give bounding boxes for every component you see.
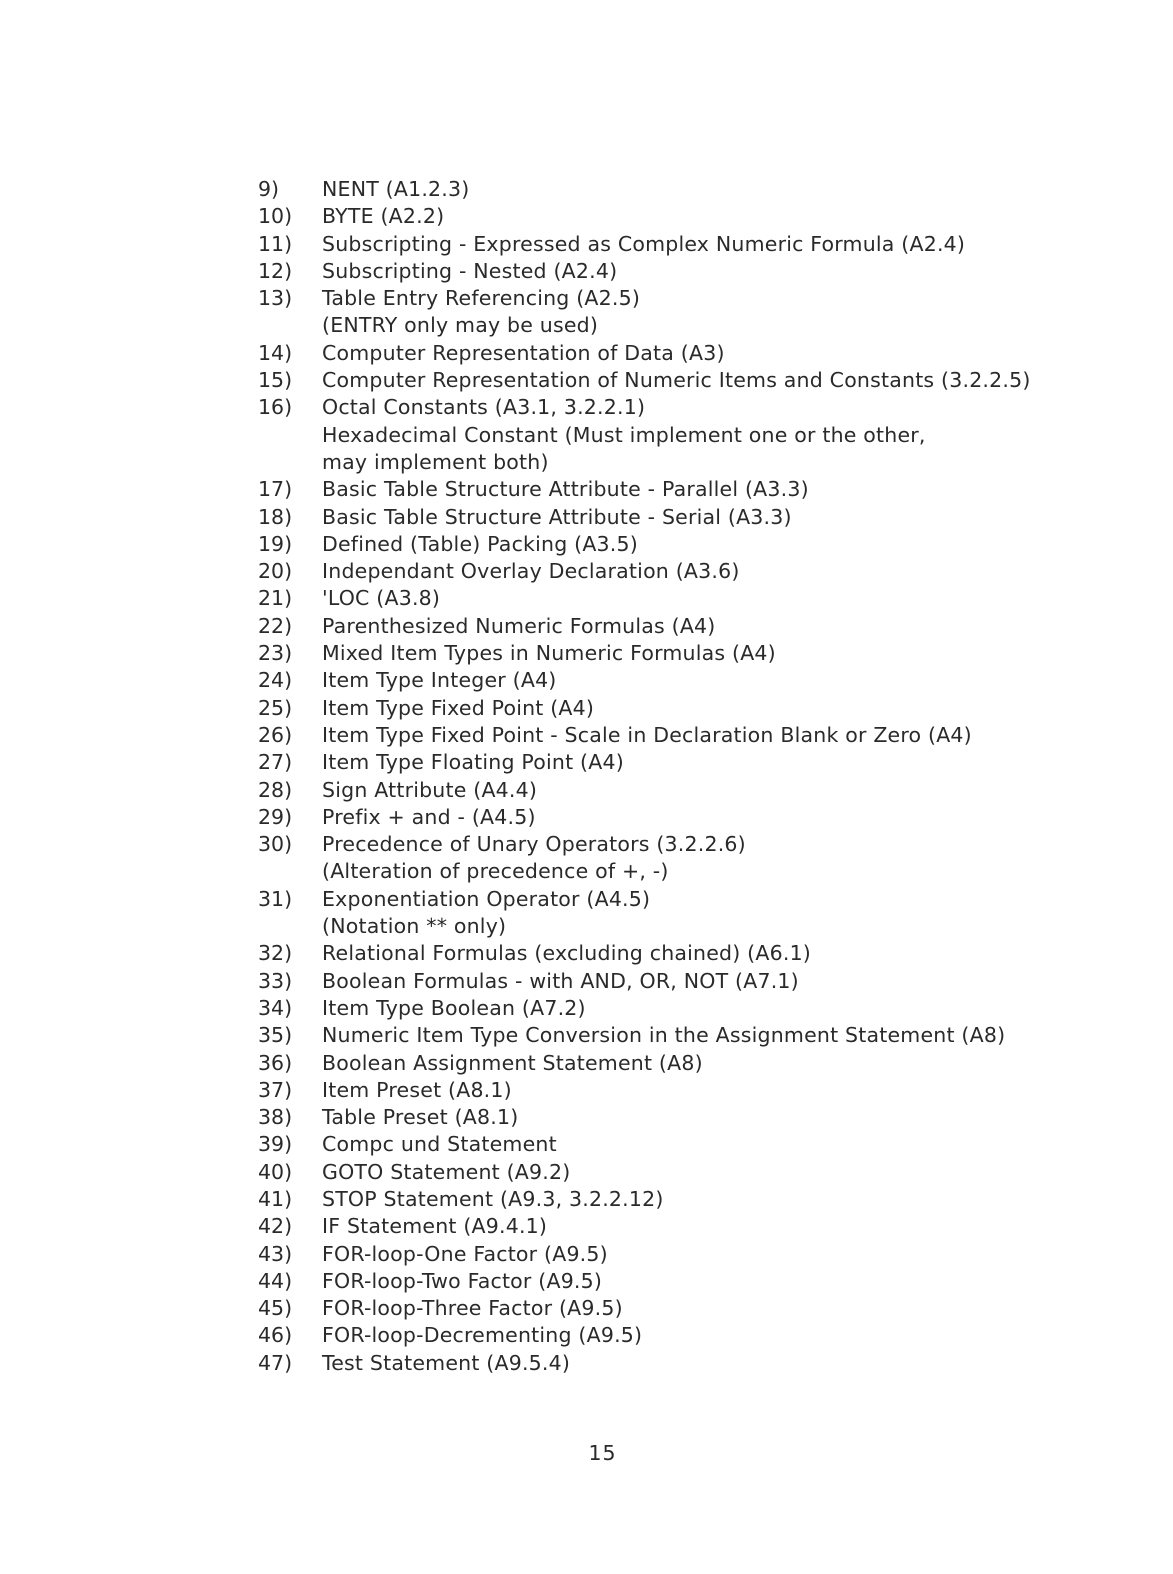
item-text [322, 1186, 1058, 1213]
list-item [258, 695, 1058, 722]
list-item [258, 1131, 1058, 1158]
item-number: 35) [258, 1023, 293, 1048]
list-item [258, 504, 1058, 531]
item-text-line: Item Type Boolean (A7.2) [322, 995, 586, 1020]
item-number: 34) [258, 995, 293, 1020]
item-text-line: Prefix + and - (A4.5) [322, 804, 536, 829]
item-text-line: Defined (Table) Packing (A3.5) [322, 531, 638, 556]
item-text-line: Item Preset (A8.1) [322, 1077, 512, 1102]
list-item [258, 285, 1058, 340]
item-number: 10) [258, 204, 293, 229]
item-text [322, 340, 1058, 367]
item-number: 36) [258, 1050, 293, 1075]
requirements-list [258, 176, 1058, 1377]
item-text [322, 1268, 1058, 1295]
item-text-line: NENT (A1.2.3) [322, 177, 470, 201]
item-text-line: Parenthesized Numeric Formulas (A4) [322, 613, 716, 638]
list-item [258, 1295, 1058, 1322]
item-text-line: 'LOC (A3.8) [322, 586, 441, 611]
item-text-line: Compc und Statement [322, 1132, 557, 1157]
list-item [258, 1268, 1058, 1295]
item-number: 33) [258, 968, 293, 993]
item-text-line: STOP Statement (A9.3, 3.2.2.12) [322, 1186, 664, 1211]
item-number: 44) [258, 1268, 293, 1293]
item-text [322, 231, 1058, 258]
list-item [258, 831, 1058, 886]
list-item [258, 1104, 1058, 1131]
item-text-line: IF Statement (A9.4.1) [322, 1214, 548, 1239]
list-item [258, 1050, 1058, 1077]
item-text-line: Boolean Formulas - with AND, OR, NOT (A7.1) [322, 968, 799, 993]
list-item [258, 1213, 1058, 1240]
item-number: 40) [258, 1159, 293, 1184]
item-number: 32) [258, 941, 293, 966]
item-number: 9) [258, 177, 280, 201]
item-text-line: FOR-loop-Decrementing (A9.5) [322, 1323, 643, 1348]
item-text [322, 1131, 1058, 1158]
item-text-line: Hexadecimal Constant (Must implement one or the other, [322, 422, 926, 447]
item-text [322, 722, 1058, 749]
list-item [258, 340, 1058, 367]
list-item [258, 804, 1058, 831]
item-number: 14) [258, 340, 293, 365]
item-text [322, 667, 1058, 694]
list-item [258, 1350, 1058, 1377]
item-text-line: Octal Constants (A3.1, 3.2.2.1) [322, 395, 646, 420]
item-text [322, 176, 1058, 203]
item-text-line: Numeric Item Type Conversion in the Assignment Statement (A8) [322, 1023, 1006, 1048]
item-text [322, 504, 1058, 531]
item-text [322, 367, 1058, 394]
item-text [322, 1213, 1058, 1240]
item-text-line: Computer Representation of Data (A3) [322, 340, 725, 365]
item-text [322, 531, 1058, 558]
item-number: 17) [258, 477, 293, 502]
item-number: 27) [258, 750, 293, 775]
item-text-line: FOR-loop-Two Factor (A9.5) [322, 1268, 603, 1293]
list-item [258, 1022, 1058, 1049]
item-text [322, 585, 1058, 612]
item-number: 22) [258, 613, 293, 638]
item-text-line: (Notation ** only) [322, 914, 507, 939]
item-text [322, 695, 1058, 722]
list-item [258, 1241, 1058, 1268]
item-text-line: Mixed Item Types in Numeric Formulas (A4) [322, 641, 776, 666]
item-number: 24) [258, 668, 293, 693]
list-item [258, 1077, 1058, 1104]
item-text-line: Boolean Assignment Statement (A8) [322, 1050, 703, 1075]
list-item [258, 640, 1058, 667]
item-number: 25) [258, 695, 293, 720]
item-text [322, 613, 1058, 640]
item-number: 16) [258, 395, 293, 420]
item-number: 12) [258, 258, 293, 283]
item-number: 11) [258, 231, 293, 256]
item-text [322, 968, 1058, 995]
list-item [258, 558, 1058, 585]
item-number: 26) [258, 722, 293, 747]
item-text-line: Sign Attribute (A4.4) [322, 777, 538, 802]
list-item [258, 476, 1058, 503]
item-number: 28) [258, 777, 293, 802]
list-item [258, 531, 1058, 558]
item-number: 21) [258, 586, 293, 611]
item-number: 46) [258, 1323, 293, 1348]
item-number: 20) [258, 559, 293, 584]
item-number: 39) [258, 1132, 293, 1157]
list-item [258, 613, 1058, 640]
item-text [322, 558, 1058, 585]
item-text [322, 1104, 1058, 1131]
item-number: 45) [258, 1296, 293, 1321]
item-number: 43) [258, 1241, 293, 1266]
item-text-line: may implement both) [322, 449, 549, 474]
item-text [322, 886, 1058, 941]
item-text [322, 940, 1058, 967]
item-text [322, 995, 1058, 1022]
item-text [322, 203, 1058, 230]
item-text [322, 1050, 1058, 1077]
item-number: 38) [258, 1105, 293, 1130]
item-text [322, 285, 1058, 340]
item-text [322, 394, 1058, 476]
item-text [322, 749, 1058, 776]
list-item [258, 777, 1058, 804]
list-item [258, 585, 1058, 612]
item-text-line: Basic Table Structure Attribute - Serial (A3.3) [322, 504, 792, 529]
list-item [258, 394, 1058, 476]
item-text [322, 1022, 1058, 1049]
item-text [322, 1159, 1058, 1186]
item-number: 30) [258, 832, 293, 857]
item-text [322, 1241, 1058, 1268]
item-text [322, 777, 1058, 804]
item-text-line: Test Statement (A9.5.4) [322, 1350, 571, 1375]
item-text-line: Table Entry Referencing (A2.5) [322, 286, 641, 311]
list-item [258, 968, 1058, 995]
item-number: 19) [258, 531, 293, 556]
list-item [258, 886, 1058, 941]
item-text-line: Computer Representation of Numeric Items and Constants (3.2.2.5) [322, 368, 1031, 393]
item-text [322, 1350, 1058, 1377]
item-text [322, 476, 1058, 503]
list-item [258, 203, 1058, 230]
list-item [258, 995, 1058, 1022]
list-item [258, 667, 1058, 694]
item-text-line: Item Type Fixed Point - Scale in Declaration Blank or Zero (A4) [322, 722, 972, 747]
list-item [258, 940, 1058, 967]
item-text-line: Independant Overlay Declaration (A3.6) [322, 559, 740, 584]
item-text-line: GOTO Statement (A9.2) [322, 1159, 571, 1184]
list-item [258, 367, 1058, 394]
list-item [258, 1322, 1058, 1349]
item-text-line: Exponentiation Operator (A4.5) [322, 886, 651, 911]
list-item [258, 176, 1058, 203]
item-text-line: FOR-loop-Three Factor (A9.5) [322, 1296, 623, 1321]
item-text-line: (ENTRY only may be used) [322, 313, 599, 338]
item-text-line: BYTE (A2.2) [322, 204, 445, 229]
list-item [258, 258, 1058, 285]
item-text [322, 258, 1058, 285]
item-number: 18) [258, 504, 293, 529]
item-text [322, 1295, 1058, 1322]
item-text-line: Basic Table Structure Attribute - Parallel (A3.3) [322, 477, 809, 502]
list-item [258, 231, 1058, 258]
list-item [258, 722, 1058, 749]
item-text-line: Item Type Floating Point (A4) [322, 750, 624, 775]
item-text-line: Item Type Integer (A4) [322, 668, 557, 693]
item-text-line: Subscripting - Nested (A2.4) [322, 258, 618, 283]
item-text-line: Subscripting - Expressed as Complex Numeric Formula (A2.4) [322, 231, 966, 256]
item-text-line: Precedence of Unary Operators (3.2.2.6) [322, 832, 746, 857]
item-number: 23) [258, 641, 293, 666]
list-item [258, 1186, 1058, 1213]
item-number: 13) [258, 286, 293, 311]
item-text [322, 1322, 1058, 1349]
list-item [258, 1159, 1058, 1186]
item-text [322, 804, 1058, 831]
item-text [322, 640, 1058, 667]
item-text-line: Item Type Fixed Point (A4) [322, 695, 595, 720]
item-text [322, 831, 1058, 886]
item-number: 41) [258, 1186, 293, 1211]
list-item [258, 749, 1058, 776]
item-number: 47) [258, 1350, 293, 1375]
item-number: 15) [258, 368, 293, 393]
item-text-line: FOR-loop-One Factor (A9.5) [322, 1241, 608, 1266]
page-number: 15 [588, 1441, 617, 1465]
item-text-line: (Alteration of precedence of +, -) [322, 859, 669, 884]
item-number: 29) [258, 804, 293, 829]
item-text [322, 1077, 1058, 1104]
item-text-line: Table Preset (A8.1) [322, 1105, 519, 1130]
item-number: 31) [258, 886, 293, 911]
item-text-line: Relational Formulas (excluding chained) (A6.1) [322, 941, 812, 966]
item-number: 42) [258, 1214, 293, 1239]
item-number: 37) [258, 1077, 293, 1102]
